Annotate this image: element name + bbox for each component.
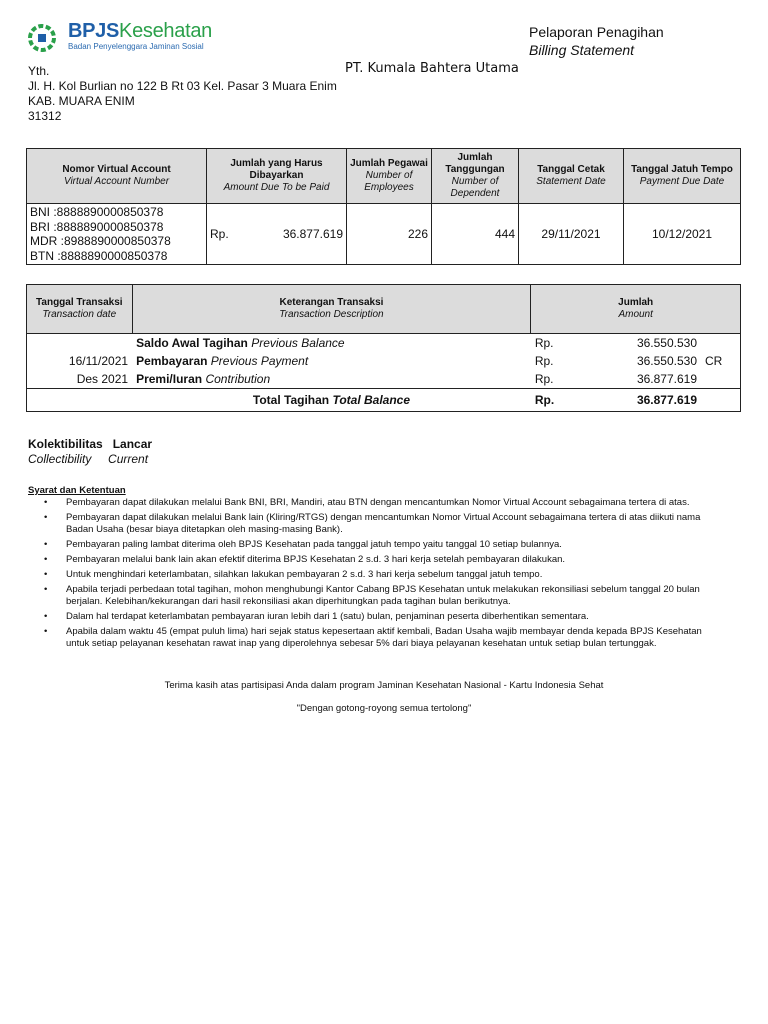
billing-summary-table	[26, 148, 741, 265]
bpjs-logo-icon	[28, 24, 56, 52]
dependents-count: 444	[432, 204, 519, 265]
terms-item: • Pembayaran dapat dilakukan melalui Bank BNI, BRI, Mandiri, atau BTN dengan mencantumkan Nomor Virtual Account sebagaimana tertera di atas.	[44, 497, 704, 509]
transaction-amount: 36.550.530	[636, 336, 697, 350]
terms-item: • Pembayaran dapat dilakukan melalui Bank lain (Kliring/RTGS) dengan mencantumkan Nomor Virtual Account sebagaimana tertera di atas diikuti nama Badan Usaha (besar biaya ditetapkan oleh masing-masing Bank).	[44, 512, 704, 536]
terms-item: • Pembayaran melalui bank lain akan efektif diterima BPJS Kesehatan 2 s.d. 3 hari kerja setelah pembayaran dilakukan.	[44, 554, 704, 566]
transaction-row	[27, 352, 741, 370]
va-btn: BTN :8888890000850378	[30, 248, 168, 263]
transaction-amount: 36.550.530	[636, 354, 697, 368]
statement-date: 29/11/2021	[519, 204, 624, 265]
terms-list	[44, 497, 704, 653]
header-transaction-date: Tanggal Transaksi Transaction date	[27, 285, 133, 334]
total-amount: 36.877.619	[601, 389, 701, 412]
postcode: 31312	[28, 109, 62, 123]
transaction-flag	[701, 334, 741, 353]
terms-heading: Syarat dan Ketentuan	[28, 485, 126, 496]
transaction-description: Saldo Awal Tagihan Previous Balance	[136, 336, 345, 350]
header-dependents: Jumlah Tanggungan Number of Dependent	[432, 149, 519, 204]
transactions-header-row	[27, 285, 741, 334]
collectibility-value: Lancar	[112, 437, 153, 451]
due-date: 10/12/2021	[624, 204, 741, 265]
va-mandiri: MDR :8988890000850378	[30, 234, 171, 248]
total-row	[27, 389, 741, 412]
transaction-row	[27, 334, 741, 353]
header-statement-date: Tanggal Cetak Statement Date	[519, 149, 624, 204]
total-label: Total Tagihan Total Balance	[132, 389, 531, 412]
transaction-date	[27, 334, 133, 353]
transaction-flag: CR	[701, 352, 741, 370]
thanks-note: Terima kasih atas partisipasi Anda dalam program Jaminan Kesehatan Nasional - Kartu Indonesia Sehat	[164, 680, 604, 691]
transactions-table	[26, 284, 741, 412]
logo-title: BPJSKesehatan	[68, 20, 212, 42]
transaction-currency: Rp.	[534, 372, 554, 386]
terms-item: • Apabila terjadi perbedaan total tagihan, mohon menghubungi Kantor Cabang BPJS Kesehatan untuk melakukan rekonsiliasi sebelum tanggal 20 bulan berjalan. Kelebihan/kekurangan dari hasil rekonsiliasi akan diperhitungkan pada tagihan bulan berikutnya.	[44, 584, 704, 608]
terms-item: • Pembayaran paling lambat diterima oleh BPJS Kesehatan pada tanggal jatuh tempo yaitu tanggal 10 setiap bulannya.	[44, 539, 704, 551]
transaction-flag	[701, 370, 741, 389]
terms-item: • Untuk menghindari keterlambatan, silahkan lakukan pembayaran 2 s.d. 3 hari kerja sebelum tanggal jatuh tempo.	[44, 569, 704, 581]
logo-subtitle: Badan Penyelenggara Jaminan Sosial	[68, 42, 204, 51]
transaction-date: Des 2021	[27, 370, 133, 389]
amount-due-cell	[207, 204, 347, 265]
transaction-date: 16/11/2021	[27, 352, 133, 370]
header-amount: Jumlah Amount	[531, 285, 741, 334]
header-transaction-description: Keterangan Transaksi Transaction Description	[132, 285, 531, 334]
address-line-1: Jl. H. Kol Burlian no 122 B Rt 03 Kel. Pasar 3 Muara Enim	[28, 79, 337, 93]
salutation: Yth.	[28, 64, 50, 78]
header-due-date: Tanggal Jatuh Tempo Payment Due Date	[624, 149, 741, 204]
collectibility-value-en: Current	[108, 452, 149, 466]
transaction-currency: Rp.	[534, 354, 554, 368]
employees-count: 226	[347, 204, 432, 265]
collectibility-label: Kolektibilitas	[28, 437, 103, 451]
collectibility-label-en: Collectibility	[28, 452, 92, 466]
terms-item: • Dalam hal terdapat keterlambatan pembayaran iuran lebih dari 1 (satu) bulan, penjaminan peserta diberhentikan sementara.	[44, 611, 704, 623]
transaction-description: Premi/Iuran Contribution	[136, 372, 271, 386]
header-amount-due: Jumlah yang Harus Dibayarkan Amount Due To be Paid	[207, 149, 347, 204]
address-line-2: KAB. MUARA ENIM	[28, 94, 135, 108]
transaction-row	[27, 370, 741, 389]
va-bni: BNI :8888890000850378	[30, 205, 164, 219]
document-subtitle: Billing Statement	[529, 42, 635, 58]
amount-due-value: 36.877.619	[282, 227, 343, 241]
company-name: PT. Kumala Bahtera Utama	[345, 61, 519, 76]
transaction-amount: 36.877.619	[636, 372, 697, 386]
motto: "Dengan gotong-royong semua tertolong"	[296, 703, 472, 714]
bpjs-logo	[28, 22, 228, 54]
terms-item: • Apabila dalam waktu 45 (empat puluh lima) hari sejak status kepesertaan aktif kembali, Badan Usaha wajib membayar denda kepada BPJS Kesehatan untuk setiap pelayanan kesehatan rawat inap yang diperolehnya sebesar 5% dari biaya pelayanan kesehatan untuk setiap bulan tertunggak.	[44, 626, 704, 650]
document-title: Pelaporan Penagihan	[529, 24, 664, 40]
va-bri: BRI :8888890000850378	[30, 219, 164, 234]
total-currency: Rp.	[531, 389, 601, 412]
summary-data-row	[27, 204, 741, 265]
transaction-description: Pembayaran Previous Payment	[136, 354, 309, 368]
amount-due-currency: Rp.	[210, 227, 229, 241]
header-virtual-account: Nomor Virtual Account Virtual Account Number	[27, 149, 207, 204]
collectibility	[28, 437, 152, 467]
transaction-currency: Rp.	[534, 336, 554, 350]
virtual-account-list	[27, 204, 207, 265]
summary-header-row	[27, 149, 741, 204]
header-employees: Jumlah Pegawai Number of Employees	[347, 149, 432, 204]
